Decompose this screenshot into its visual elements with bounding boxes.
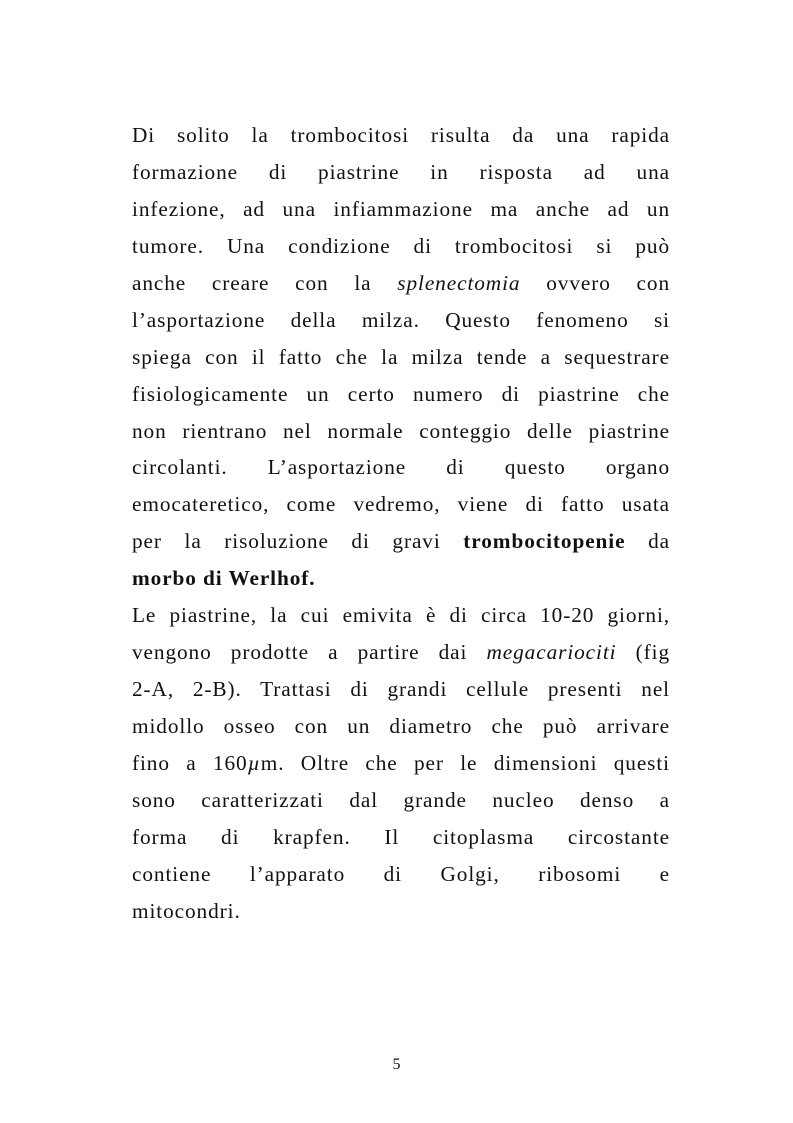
text-segment: Di solito la trombocitosi risulta da una rapida	[132, 123, 670, 147]
text-line	[132, 893, 670, 930]
text-segment: (fig	[616, 640, 670, 665]
text-segment: da	[625, 529, 670, 554]
text-segment: l’asportazione della milza. Questo fenomeno si	[132, 307, 670, 332]
text-segment: forma di krapfen. Il citoplasma circostante	[132, 824, 670, 849]
text-segment: Le piastrine, la cui emivita è di circa 10-20 giorni,	[132, 603, 670, 628]
text-segment: anche creare con la	[132, 270, 398, 295]
text-line	[132, 449, 670, 486]
page-number: 5	[392, 1056, 401, 1073]
text-line	[132, 745, 670, 782]
text-line	[132, 819, 670, 856]
text-segment: infezione, ad una infiammazione ma anche ad un	[132, 196, 670, 221]
text-line	[132, 597, 670, 634]
text-line	[132, 302, 670, 339]
text-segment: contiene l’apparato di Golgi, ribosomi e	[132, 861, 670, 886]
text-line	[132, 782, 670, 819]
text-segment: formazione di piastrine in risposta ad una	[132, 159, 670, 184]
italic-text: megacariociti	[486, 640, 617, 665]
text-segment: sono caratterizzati dal grande nucleo denso a	[132, 787, 670, 812]
text-segment: emocateretico, come vedremo, viene di fatto usata	[132, 492, 670, 517]
text-line	[132, 413, 670, 450]
text-segment: ovvero con	[520, 270, 670, 295]
text-line	[132, 486, 670, 523]
italic-text: splenectomia	[397, 270, 521, 295]
text-segment: 2-A, 2-B). Trattasi di grandi cellule presenti nel	[132, 677, 670, 702]
text-line	[132, 154, 670, 191]
text-segment: mitocondri.	[132, 898, 241, 923]
text-line	[132, 339, 670, 376]
text-line	[132, 671, 670, 708]
text-segment: fisiologicamente un certo numero di piastrine che	[132, 381, 670, 406]
italic-text: µ	[247, 750, 261, 775]
text-segment: midollo osseo con un diametro che può arrivare	[132, 714, 670, 738]
text-line	[132, 191, 670, 228]
text-segment: m. Oltre che per le dimensioni questi	[260, 750, 670, 775]
text-line	[132, 523, 670, 560]
text-segment: per la risoluzione di gravi	[132, 529, 464, 554]
text-segment: fino a 160	[132, 750, 248, 775]
text-line	[132, 117, 670, 154]
bold-text: trombocitopenie	[463, 529, 626, 554]
body-text	[132, 117, 670, 930]
text-line	[132, 856, 670, 893]
text-line	[132, 708, 670, 745]
text-segment: spiega con il fatto che la milza tende a sequestrare	[132, 344, 670, 369]
text-line	[132, 265, 670, 302]
text-segment: circolanti. L’asportazione di questo organo	[132, 455, 670, 480]
text-line	[132, 560, 670, 597]
text-line	[132, 376, 670, 413]
text-line	[132, 228, 670, 265]
text-segment: vengono prodotte a partire dai	[132, 640, 487, 665]
text-line	[132, 634, 670, 671]
text-segment: tumore. Una condizione di trombocitosi si può	[132, 233, 670, 258]
bold-text: morbo di Werlhof.	[132, 566, 316, 591]
text-segment: non rientrano nel normale conteggio delle piastrine	[132, 418, 670, 443]
